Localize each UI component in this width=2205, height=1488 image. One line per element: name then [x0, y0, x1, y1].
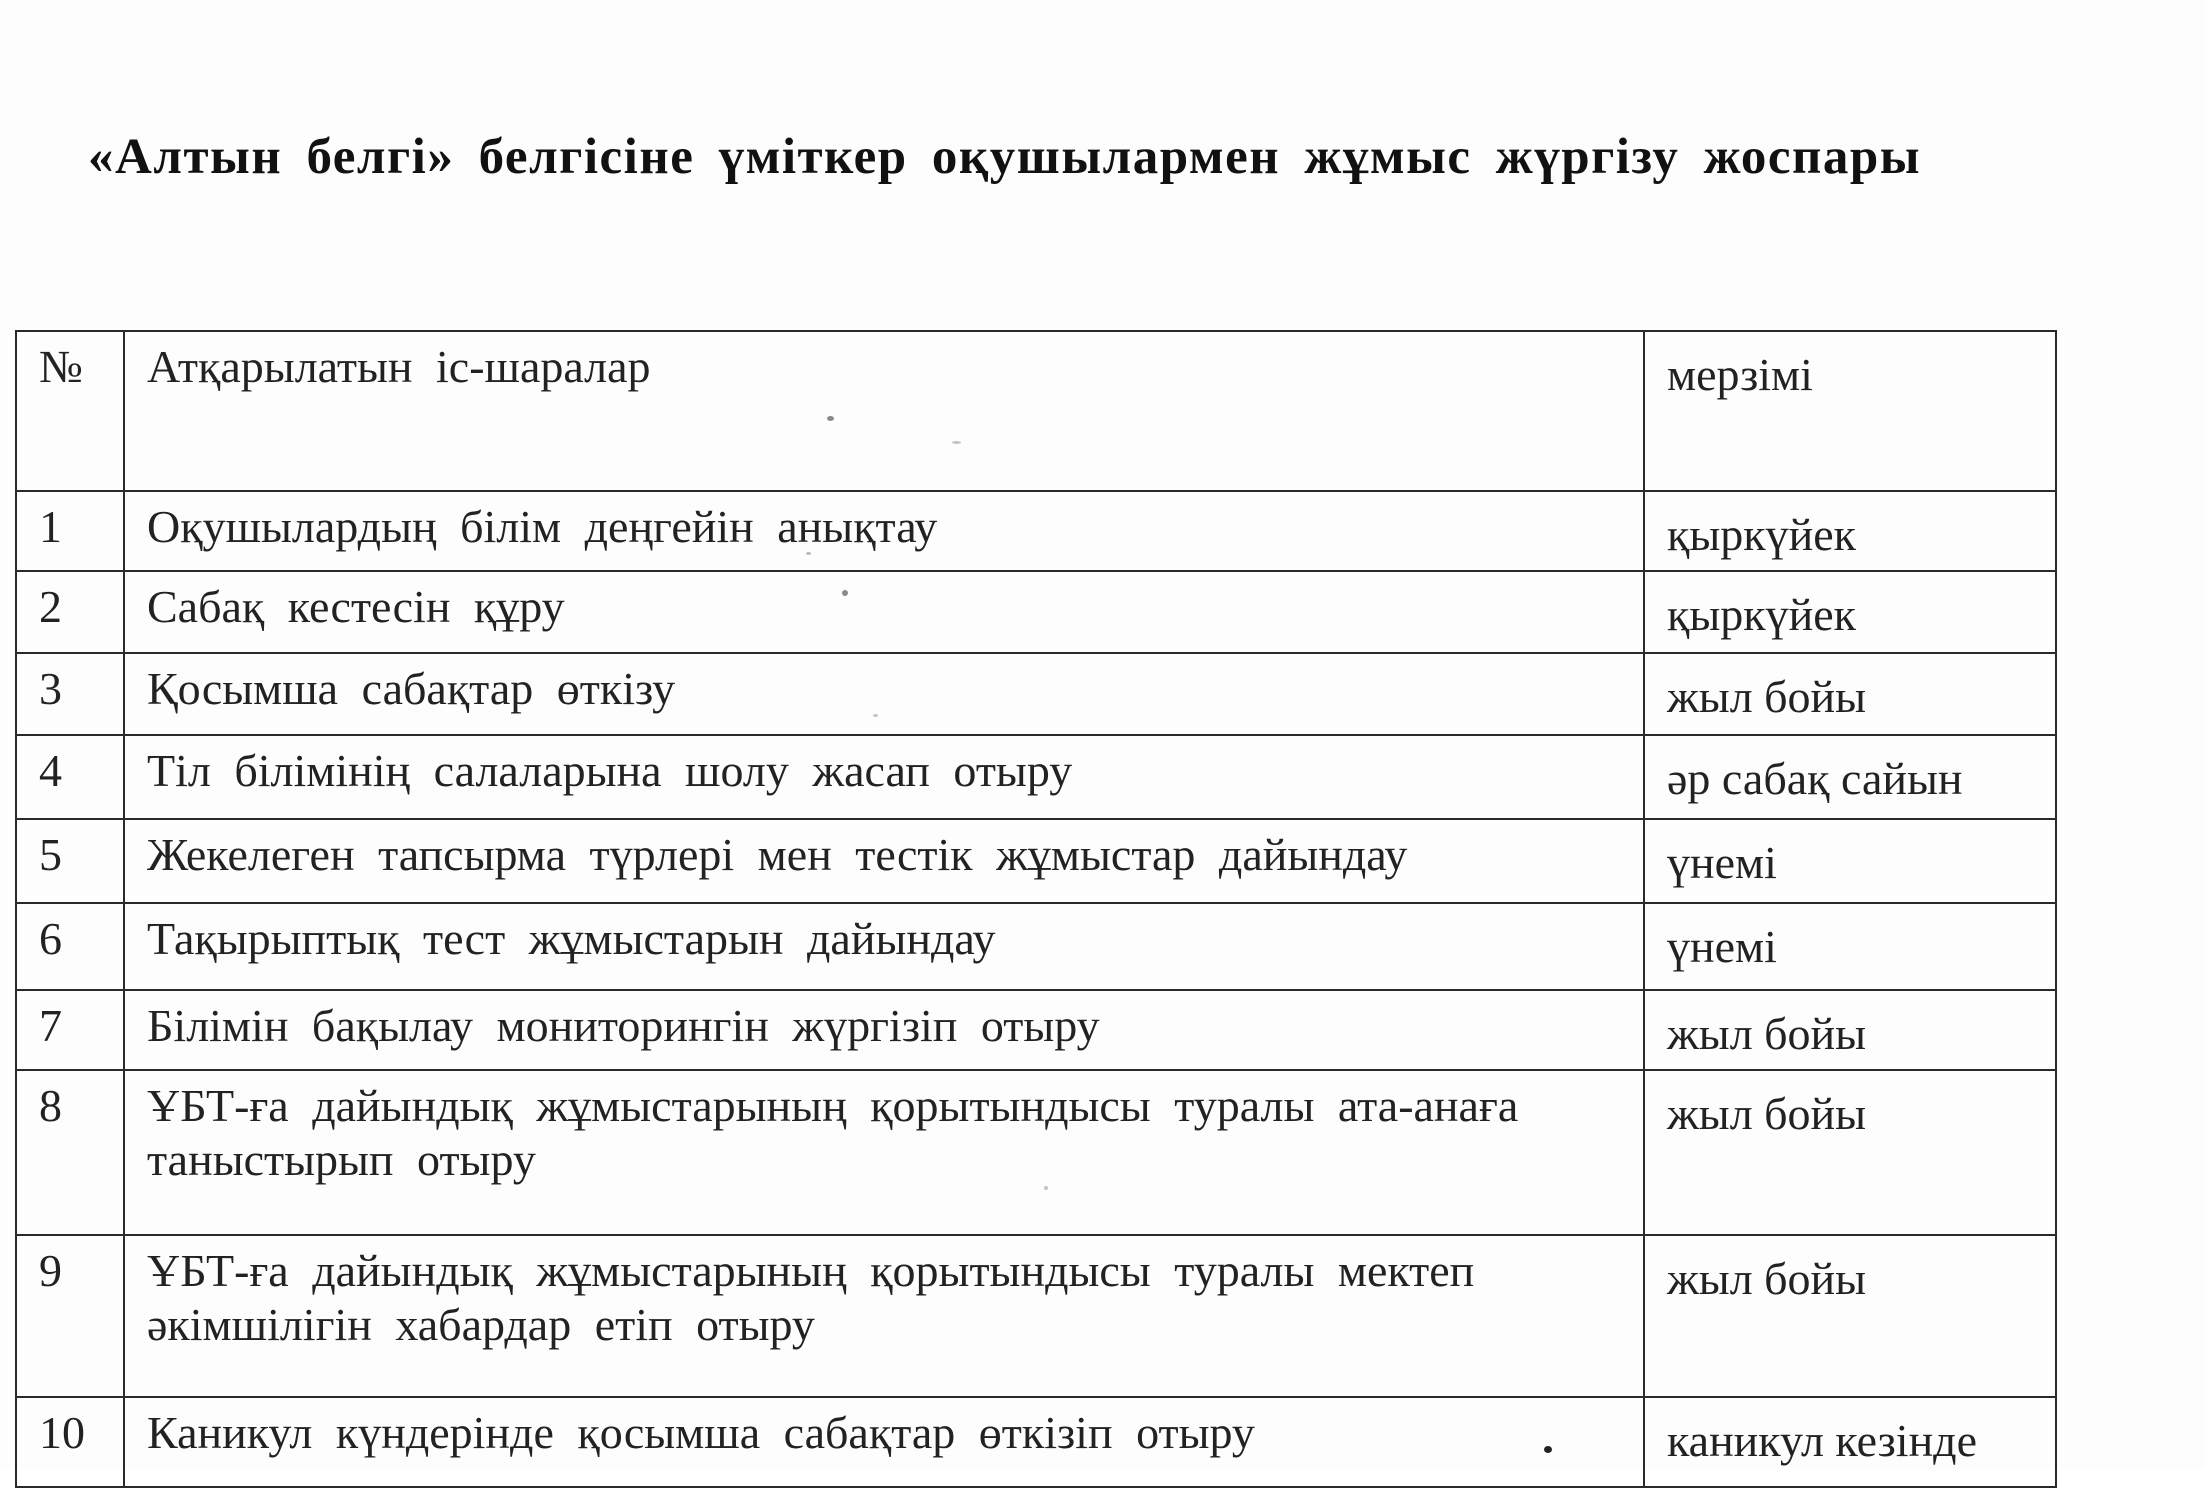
- row-number: 2: [16, 571, 124, 653]
- scan-speck: [827, 416, 834, 421]
- row-activity: ҰБТ-ға дайындық жұмыстарының қорытындысы туралы мектеп әкімшілігін хабардар етіп отыру: [124, 1235, 1644, 1397]
- plan-table: [15, 330, 2057, 1488]
- table-row: [16, 1235, 2056, 1397]
- row-number: 3: [16, 653, 124, 735]
- scan-speck: [873, 714, 878, 717]
- row-term: жыл бойы: [1644, 1070, 2056, 1235]
- table-row: [16, 653, 2056, 735]
- scan-speck: [1044, 1186, 1048, 1190]
- row-number: 5: [16, 819, 124, 903]
- row-term: жыл бойы: [1644, 653, 2056, 735]
- row-activity: Сабақ кестесін құру: [124, 571, 1644, 653]
- header-number: №: [16, 331, 124, 491]
- row-activity: Оқушылардың білім деңгейін анықтау: [124, 491, 1644, 571]
- row-term: үнемі: [1644, 819, 2056, 903]
- row-term: жыл бойы: [1644, 1235, 2056, 1397]
- row-term: қыркүйек: [1644, 571, 2056, 653]
- header-term: мерзімі: [1644, 331, 2056, 491]
- row-term: қыркүйек: [1644, 491, 2056, 571]
- row-term: үнемі: [1644, 903, 2056, 990]
- row-term: әр сабақ сайын: [1644, 735, 2056, 819]
- table-row: [16, 1397, 2056, 1487]
- row-term: каникул кезінде: [1644, 1397, 2056, 1487]
- row-activity: ҰБТ-ға дайындық жұмыстарының қорытындысы туралы ата-анаға таныстырып отыру: [124, 1070, 1644, 1235]
- table-header-row: [16, 331, 2056, 491]
- scan-speck: [1544, 1446, 1552, 1453]
- row-number: 6: [16, 903, 124, 990]
- table-row: [16, 571, 2056, 653]
- row-activity: Жекелеген тапсырма түрлері мен тестік жұмыстар дайындау: [124, 819, 1644, 903]
- table-row: [16, 735, 2056, 819]
- row-activity: Білімін бақылау мониторингін жүргізіп отыру: [124, 990, 1644, 1070]
- row-term: жыл бойы: [1644, 990, 2056, 1070]
- row-number: 9: [16, 1235, 124, 1397]
- table-row: [16, 1070, 2056, 1235]
- scan-speck: [806, 552, 811, 555]
- row-number: 4: [16, 735, 124, 819]
- row-number: 1: [16, 491, 124, 571]
- row-activity: Қосымша сабақтар өткізу: [124, 653, 1644, 735]
- header-activity: Атқарылатын іс-шаралар: [124, 331, 1644, 491]
- table-row: [16, 903, 2056, 990]
- row-number: 7: [16, 990, 124, 1070]
- row-number: 8: [16, 1070, 124, 1235]
- row-number: 10: [16, 1397, 124, 1487]
- document-title: «Алтын белгі» белгісіне үміткер оқушылармен жұмыс жүргізу жоспары: [88, 129, 1922, 185]
- row-activity: Тақырыптық тест жұмыстарын дайындау: [124, 903, 1644, 990]
- scan-speck: [952, 441, 961, 444]
- row-activity: Каникул күндерінде қосымша сабақтар өткізіп отыру: [124, 1397, 1644, 1487]
- table-row: [16, 990, 2056, 1070]
- table-row: [16, 819, 2056, 903]
- scan-speck: [842, 590, 848, 596]
- table-row: [16, 491, 2056, 571]
- row-activity: Тіл білімінің салаларына шолу жасап отыру: [124, 735, 1644, 819]
